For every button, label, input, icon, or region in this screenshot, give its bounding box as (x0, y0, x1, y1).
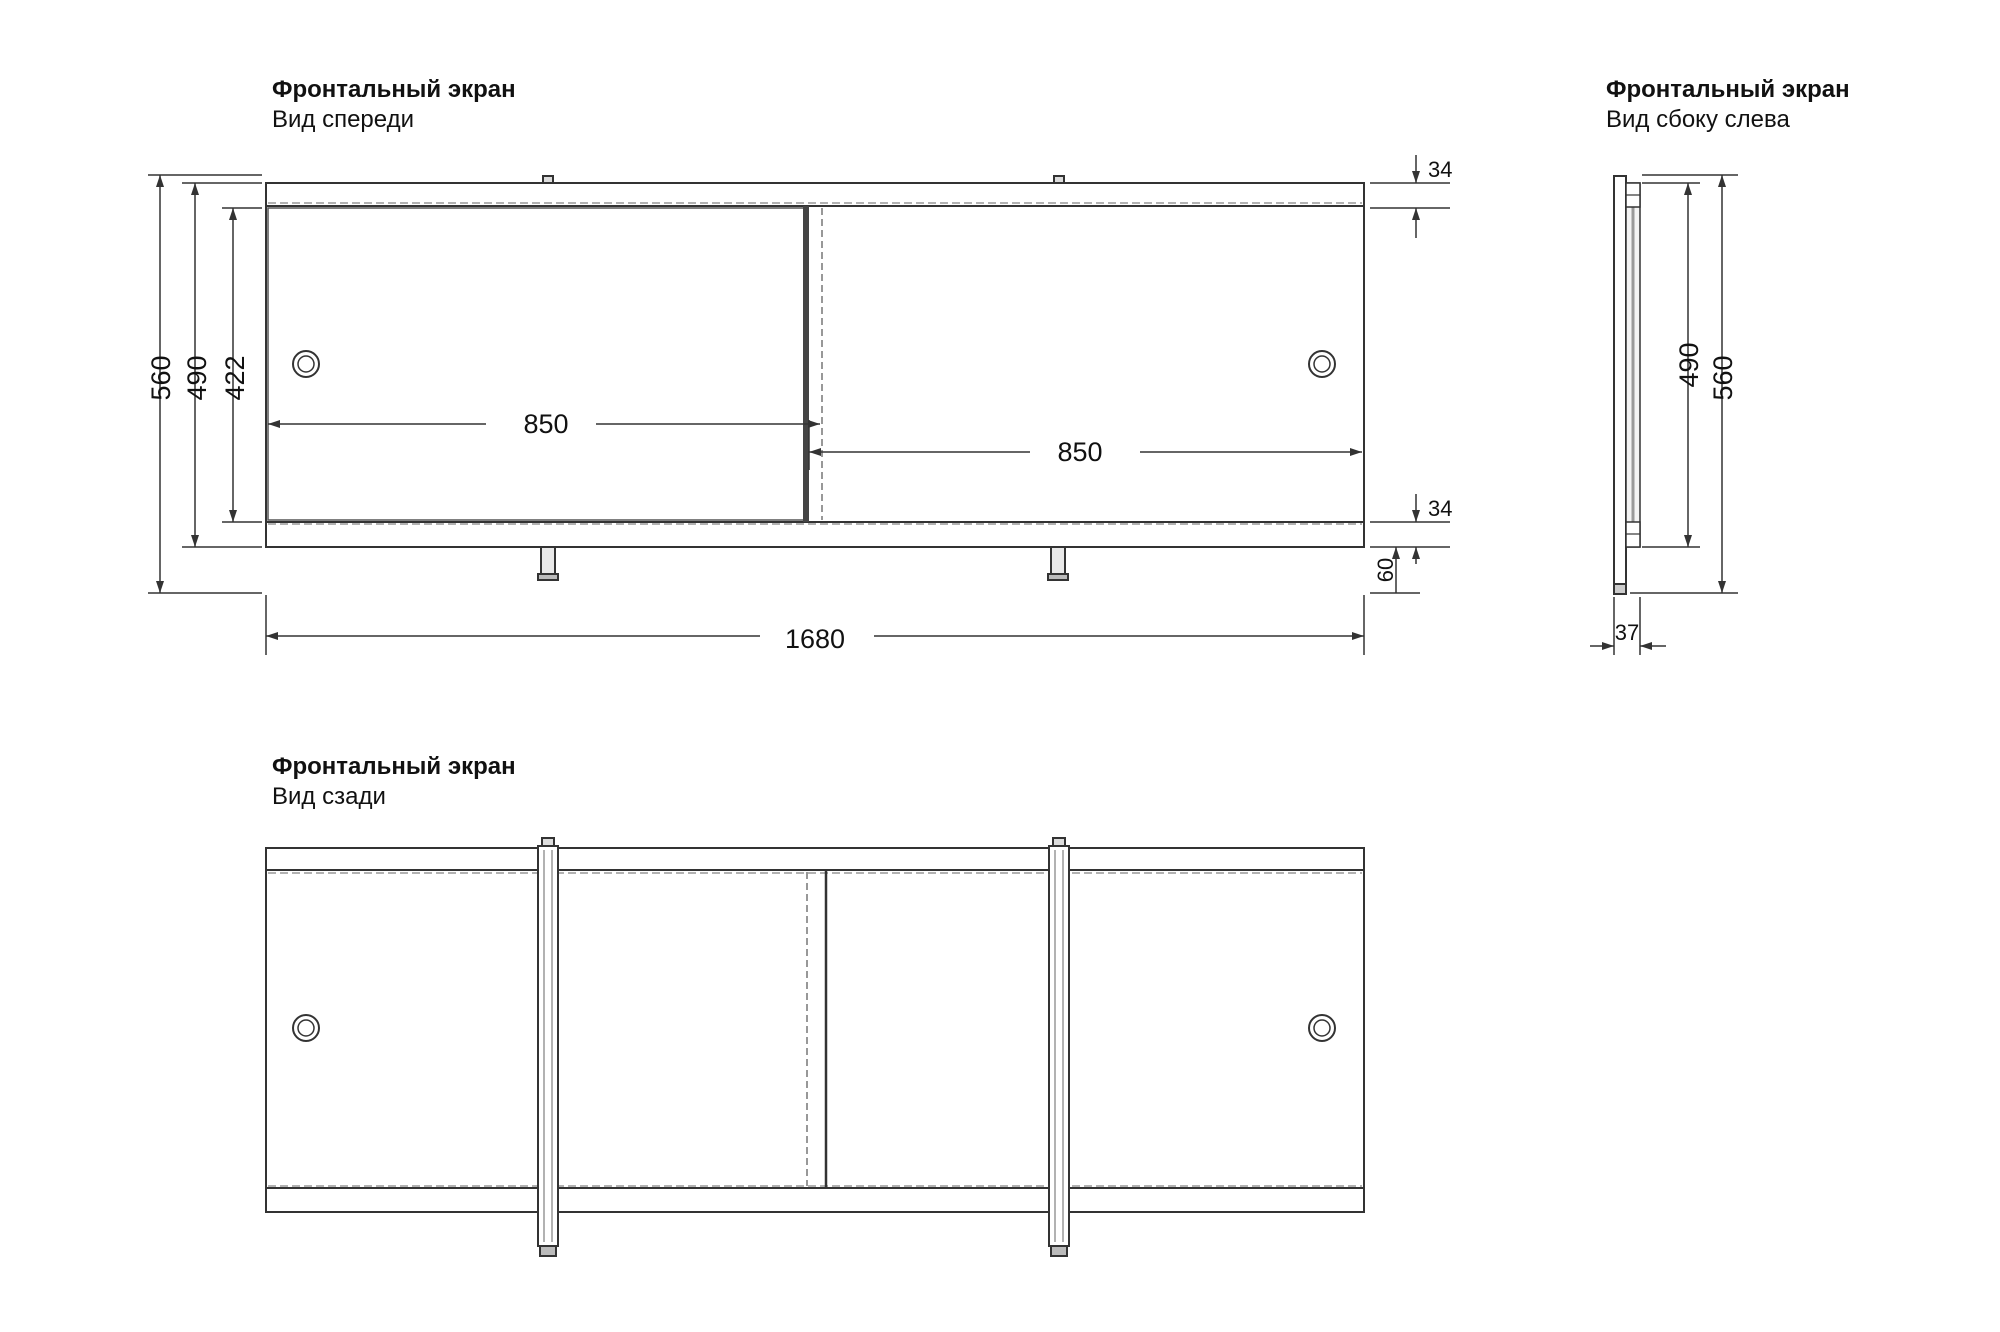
dim-side-total-height: 560 (1708, 355, 1738, 401)
dim-side-frame-height: 490 (1674, 342, 1704, 388)
back-view-title: Фронтальный экран (272, 753, 516, 780)
front-leg-left-foot (538, 574, 558, 580)
dim-total-width: 1680 (784, 624, 846, 654)
side-view-title: Фронтальный экран (1606, 76, 1850, 103)
front-panel-divider (803, 206, 809, 522)
dim-total-height: 560 (146, 355, 176, 401)
dim-side-depth: 37 (1614, 620, 1640, 645)
front-leg-right-foot (1048, 574, 1068, 580)
front-view-title: Фронтальный экран (272, 76, 516, 103)
dim-frame-height: 490 (182, 355, 212, 401)
front-top-clip-right (1054, 176, 1064, 183)
back-view (266, 838, 1364, 1256)
dim-bottom-profile: 34 (1428, 496, 1453, 521)
dim-right-panel-width: 850 (1057, 437, 1103, 467)
front-left-panel (268, 208, 805, 520)
side-profile (1614, 176, 1626, 592)
front-leg-left (541, 547, 555, 574)
dim-leg-height: 60 (1373, 557, 1398, 583)
front-view (266, 176, 1364, 580)
back-view-subtitle: Вид сзади (272, 783, 386, 810)
side-view-subtitle: Вид сбоку слева (1606, 106, 1790, 133)
dim-top-profile: 34 (1428, 157, 1453, 182)
front-leg-right (1051, 547, 1065, 574)
back-frame (266, 848, 1364, 1212)
dim-panel-height: 422 (220, 355, 250, 401)
back-support-right (1049, 846, 1069, 1246)
back-support-left (538, 846, 558, 1246)
side-dimensions (1590, 175, 1738, 655)
side-view (1614, 176, 1640, 594)
dim-left-panel-width: 850 (523, 409, 569, 439)
front-top-clip-left (543, 176, 553, 183)
front-view-subtitle: Вид спереди (272, 106, 415, 133)
side-foot (1614, 584, 1626, 594)
